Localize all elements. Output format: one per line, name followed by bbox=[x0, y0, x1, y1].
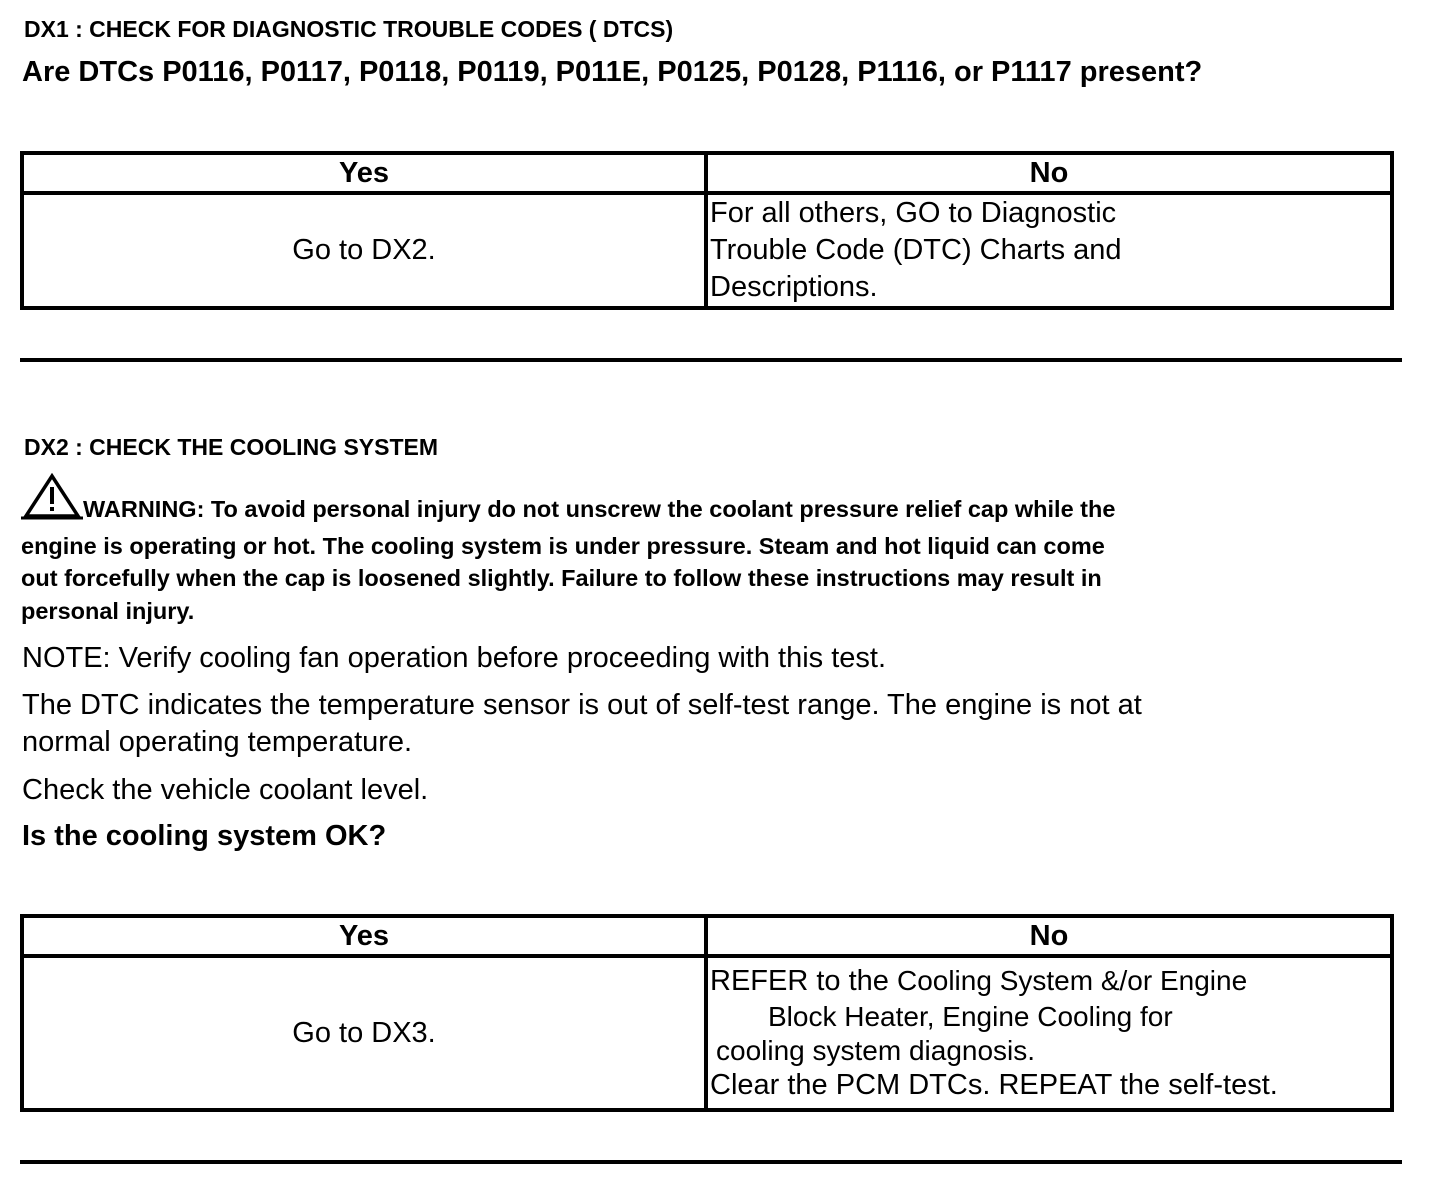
cooling-system-reference: Cooling System &/or Engine bbox=[896, 965, 1248, 996]
note-text: NOTE: Verify cooling fan operation before proceeding with this test. bbox=[22, 642, 887, 674]
section-divider bbox=[20, 1160, 1402, 1164]
dx1-question: Are DTCs P0116, P0117, P0118, P0119, P011E, P0125, P0128, P1116, or P1117 present? bbox=[22, 56, 1203, 88]
paragraph-line: normal operating temperature. bbox=[22, 726, 413, 758]
dx1-yes-header: Yes bbox=[22, 153, 706, 193]
warning-block bbox=[21, 473, 1421, 627]
paragraph-line: The DTC indicates the temperature sensor is out of self-test range. The engine is not at bbox=[22, 689, 1142, 721]
dx2-table bbox=[20, 914, 1394, 1112]
dx1-no-header: No bbox=[706, 153, 1392, 193]
warning-line: personal injury. bbox=[21, 597, 195, 624]
dx2-yes-header: Yes bbox=[22, 916, 706, 956]
dx2-no-line: Clear the PCM DTCs. REPEAT the self-test. bbox=[710, 1069, 1278, 1101]
dx2-no-cell bbox=[706, 956, 1392, 1110]
warning-line: out forcefully when the cap is loosened slightly. Failure to follow these instructions may result in bbox=[21, 565, 1102, 591]
dx2-question: Is the cooling system OK? bbox=[22, 820, 387, 852]
dx2-title: DX2 : CHECK THE COOLING SYSTEM bbox=[24, 434, 439, 460]
dx2-no-line: cooling system diagnosis. bbox=[716, 1035, 1036, 1066]
section-divider bbox=[20, 358, 1402, 362]
warning-line: WARNING: To avoid personal injury do not unscrew the coolant pressure relief cap while the bbox=[83, 496, 1116, 522]
warning-triangle-icon bbox=[21, 473, 83, 530]
dx1-no-line: Trouble Code (DTC) Charts and bbox=[710, 234, 1122, 266]
description-paragraph bbox=[22, 687, 1142, 761]
dx1-yes-cell: Go to DX2. bbox=[22, 193, 706, 308]
dx2-no-line: REFER to the bbox=[710, 965, 889, 997]
dx1-no-line: Descriptions. bbox=[710, 271, 878, 303]
dx1-table bbox=[20, 151, 1394, 310]
dx1-title: DX1 : CHECK FOR DIAGNOSTIC TROUBLE CODES ( DTCS) bbox=[24, 16, 674, 42]
dx1-no-cell bbox=[706, 193, 1392, 308]
warning-line: engine is operating or hot. The cooling system is under pressure. Steam and hot liquid can come bbox=[21, 532, 1105, 559]
dx2-no-header: No bbox=[706, 916, 1392, 956]
dx2-no-line: Block Heater, Engine Cooling for bbox=[768, 1001, 1173, 1032]
dx1-no-line: For all others, GO to Diagnostic bbox=[710, 197, 1117, 229]
check-text: Check the vehicle coolant level. bbox=[22, 774, 429, 806]
dx2-yes-cell: Go to DX3. bbox=[22, 956, 706, 1110]
